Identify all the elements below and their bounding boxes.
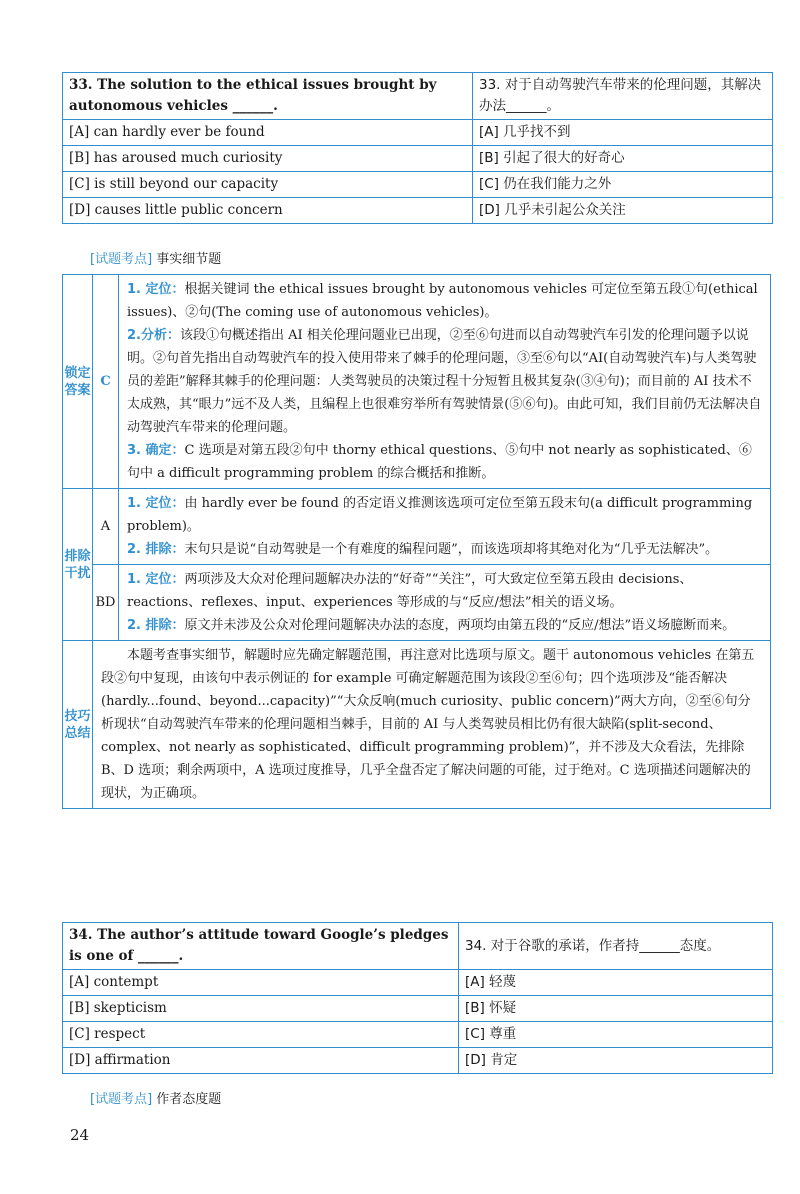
exclude-bd-step-2 [127,614,762,637]
q34-tag-value: 作者态度题 [156,1092,222,1107]
exclude-bd-step-1 [127,568,762,614]
q34-option-c-en: [C] respect [63,1022,459,1048]
exclude-a-step-2-text: 末句只是说“自动驾驶是一个有难度的编程问题”，而该选项却将其绝对化为“几乎无法解决”。 [184,542,719,557]
lock-step-1-label: 1. 定位： [127,282,185,297]
skill-summary-body [93,641,771,809]
q33-option-d-cn: [D] 几乎未引起公众关注 [473,198,773,224]
q33-option-b-cn: [B] 引起了很大的好奇心 [473,146,773,172]
q33-question-type [90,248,221,267]
q33-option-b-en: [B] has aroused much curiosity [63,146,473,172]
q33-table [62,72,773,224]
lock-answer-option: C [93,275,119,489]
page-number: 24 [70,1126,90,1144]
exclude-bd-step-2-text: 原文并未涉及公众对伦理问题解决办法的态度，两项均由第五段的“反应/想法”语义场臆断而来。 [184,618,736,633]
q33-option-d-en: [D] causes little public concern [63,198,473,224]
q33-stem-en: 33. The solution to the ethical issues brought by autonomous vehicles ______. [63,73,473,120]
exclude-option-bd: BD [93,565,119,641]
lock-step-2-text: 该段①句概述指出 AI 相关伦理问题业已出现，②至⑥句进而以自动驾驶汽车引发的伦理问题予以说明。②句首先指出自动驾驶汽车的投入使用带来了棘手的伦理问题，③至⑥句以“AI(自动驾驶汽车)与人类驾驶员的差距”解释其棘手的伦理问题：人类驾驶员的决策过程十分短暂且极其复杂(③④句)；而目前的 AI 技术不太成熟，其“眼力”远不及人类，且编程上也很难穷举所有驾驶情景(⑤⑥句)。由此可知，我们目前仍无法解决自动驾驶汽车带来的伦理问题。 [127,328,762,435]
q34-stem-cn: 34. 对于谷歌的承诺，作者持______态度。 [459,923,773,970]
lock-step-1-text: 根据关键词 the ethical issues brought by autonomous vehicles 可定位至第五段①句(ethical issues)、②句(The coming use of autonomous vehicles)。 [127,282,758,320]
q34-tag-label: [试题考点] [90,1092,153,1107]
lock-step-3-text: C 选项是对第五段②句中 thorny ethical questions、⑤句中 not nearly as sophisticated、⑥句中 a difficult programming problem 的综合概括和推断。 [127,443,752,481]
skill-summary-label: 技巧总结 [63,641,93,809]
lock-step-3-label: 3. 确定： [127,443,185,458]
q33-option-c-en: [C] is still beyond our capacity [63,172,473,198]
q34-option-d-en: [D] affirmation [63,1048,459,1074]
q34-option-b-en: [B] skepticism [63,996,459,1022]
lock-answer-step-1 [127,278,762,324]
q34-option-a-en: [A] contempt [63,970,459,996]
exclude-bd-body [119,565,771,641]
exclude-a-step-1-text: 由 hardly ever be found 的否定语义推测该选项可定位至第五段末句(a difficult programming problem)。 [127,496,753,534]
lock-step-2-label: 2.分析： [127,328,180,343]
exclude-option-a: A [93,489,119,565]
exclude-a-step-1 [127,492,762,538]
exclude-bd-step-1-text: 两项涉及大众对伦理问题解决办法的“好奇”“关注”，可大致定位至第五段由 decisions、reactions、reflexes、input、experiences 等形成的与“反应/想法”相关的语义场。 [127,572,693,610]
q34-option-d-cn: [D] 肯定 [459,1048,773,1074]
q33-tag-value: 事实细节题 [156,252,222,267]
exclude-distractors-label: 排除干扰 [63,489,93,641]
q33-tag-label: [试题考点] [90,252,153,267]
lock-answer-body [119,275,771,489]
exclude-a-step-2-label: 2. 排除： [127,542,185,557]
skill-summary-text: 本题考查事实细节，解题时应先确定解题范围，再注意对比选项与原文。题干 autonomous vehicles 在第五段②句中复现，由该句中表示例证的 for example 可确定解题范围为该段②至⑥句；四个选项涉及“能否解决(hardly...found、beyond...capacity)”“大众反响(much curiosity、public concern)”两大方向，②至⑥句分析现状“自动驾驶汽车带来的伦理问题相当棘手，目前的 AI 与人类驾驶员相比仍有很大缺陷(split-second、complex、not nearly as sophisticated、difficult programming problem)”，并不涉及大众看法，先排除 B、D 选项；剩余两项中，A 选项过度推导，几乎全盘否定了解决问题的可能，过于绝对。C 选项描述问题解决的现状，为正确项。 [101,648,755,801]
exclude-a-body [119,489,771,565]
q34-table [62,922,773,1074]
q34-option-a-cn: [A] 轻蔑 [459,970,773,996]
exclude-a-step-1-label: 1. 定位： [127,496,185,511]
q33-option-a-en: [A] can hardly ever be found [63,120,473,146]
q34-stem-en: 34. The author’s attitude toward Google’s pledges is one of ______. [63,923,459,970]
q33-option-a-cn: [A] 几乎找不到 [473,120,773,146]
q34-option-c-cn: [C] 尊重 [459,1022,773,1048]
lock-answer-step-2 [127,324,762,439]
analysis-table [62,274,771,809]
exclude-bd-step-1-label: 1. 定位： [127,572,185,587]
lock-answer-step-3 [127,439,762,485]
exclude-a-step-2 [127,538,762,561]
q34-option-b-cn: [B] 怀疑 [459,996,773,1022]
q33-stem-cn: 33. 对于自动驾驶汽车带来的伦理问题，其解决办法______。 [473,73,773,120]
q34-question-type [90,1088,221,1107]
q33-option-c-cn: [C] 仍在我们能力之外 [473,172,773,198]
lock-answer-label: 锁定答案 [63,275,93,489]
exclude-bd-step-2-label: 2. 排除： [127,618,185,633]
